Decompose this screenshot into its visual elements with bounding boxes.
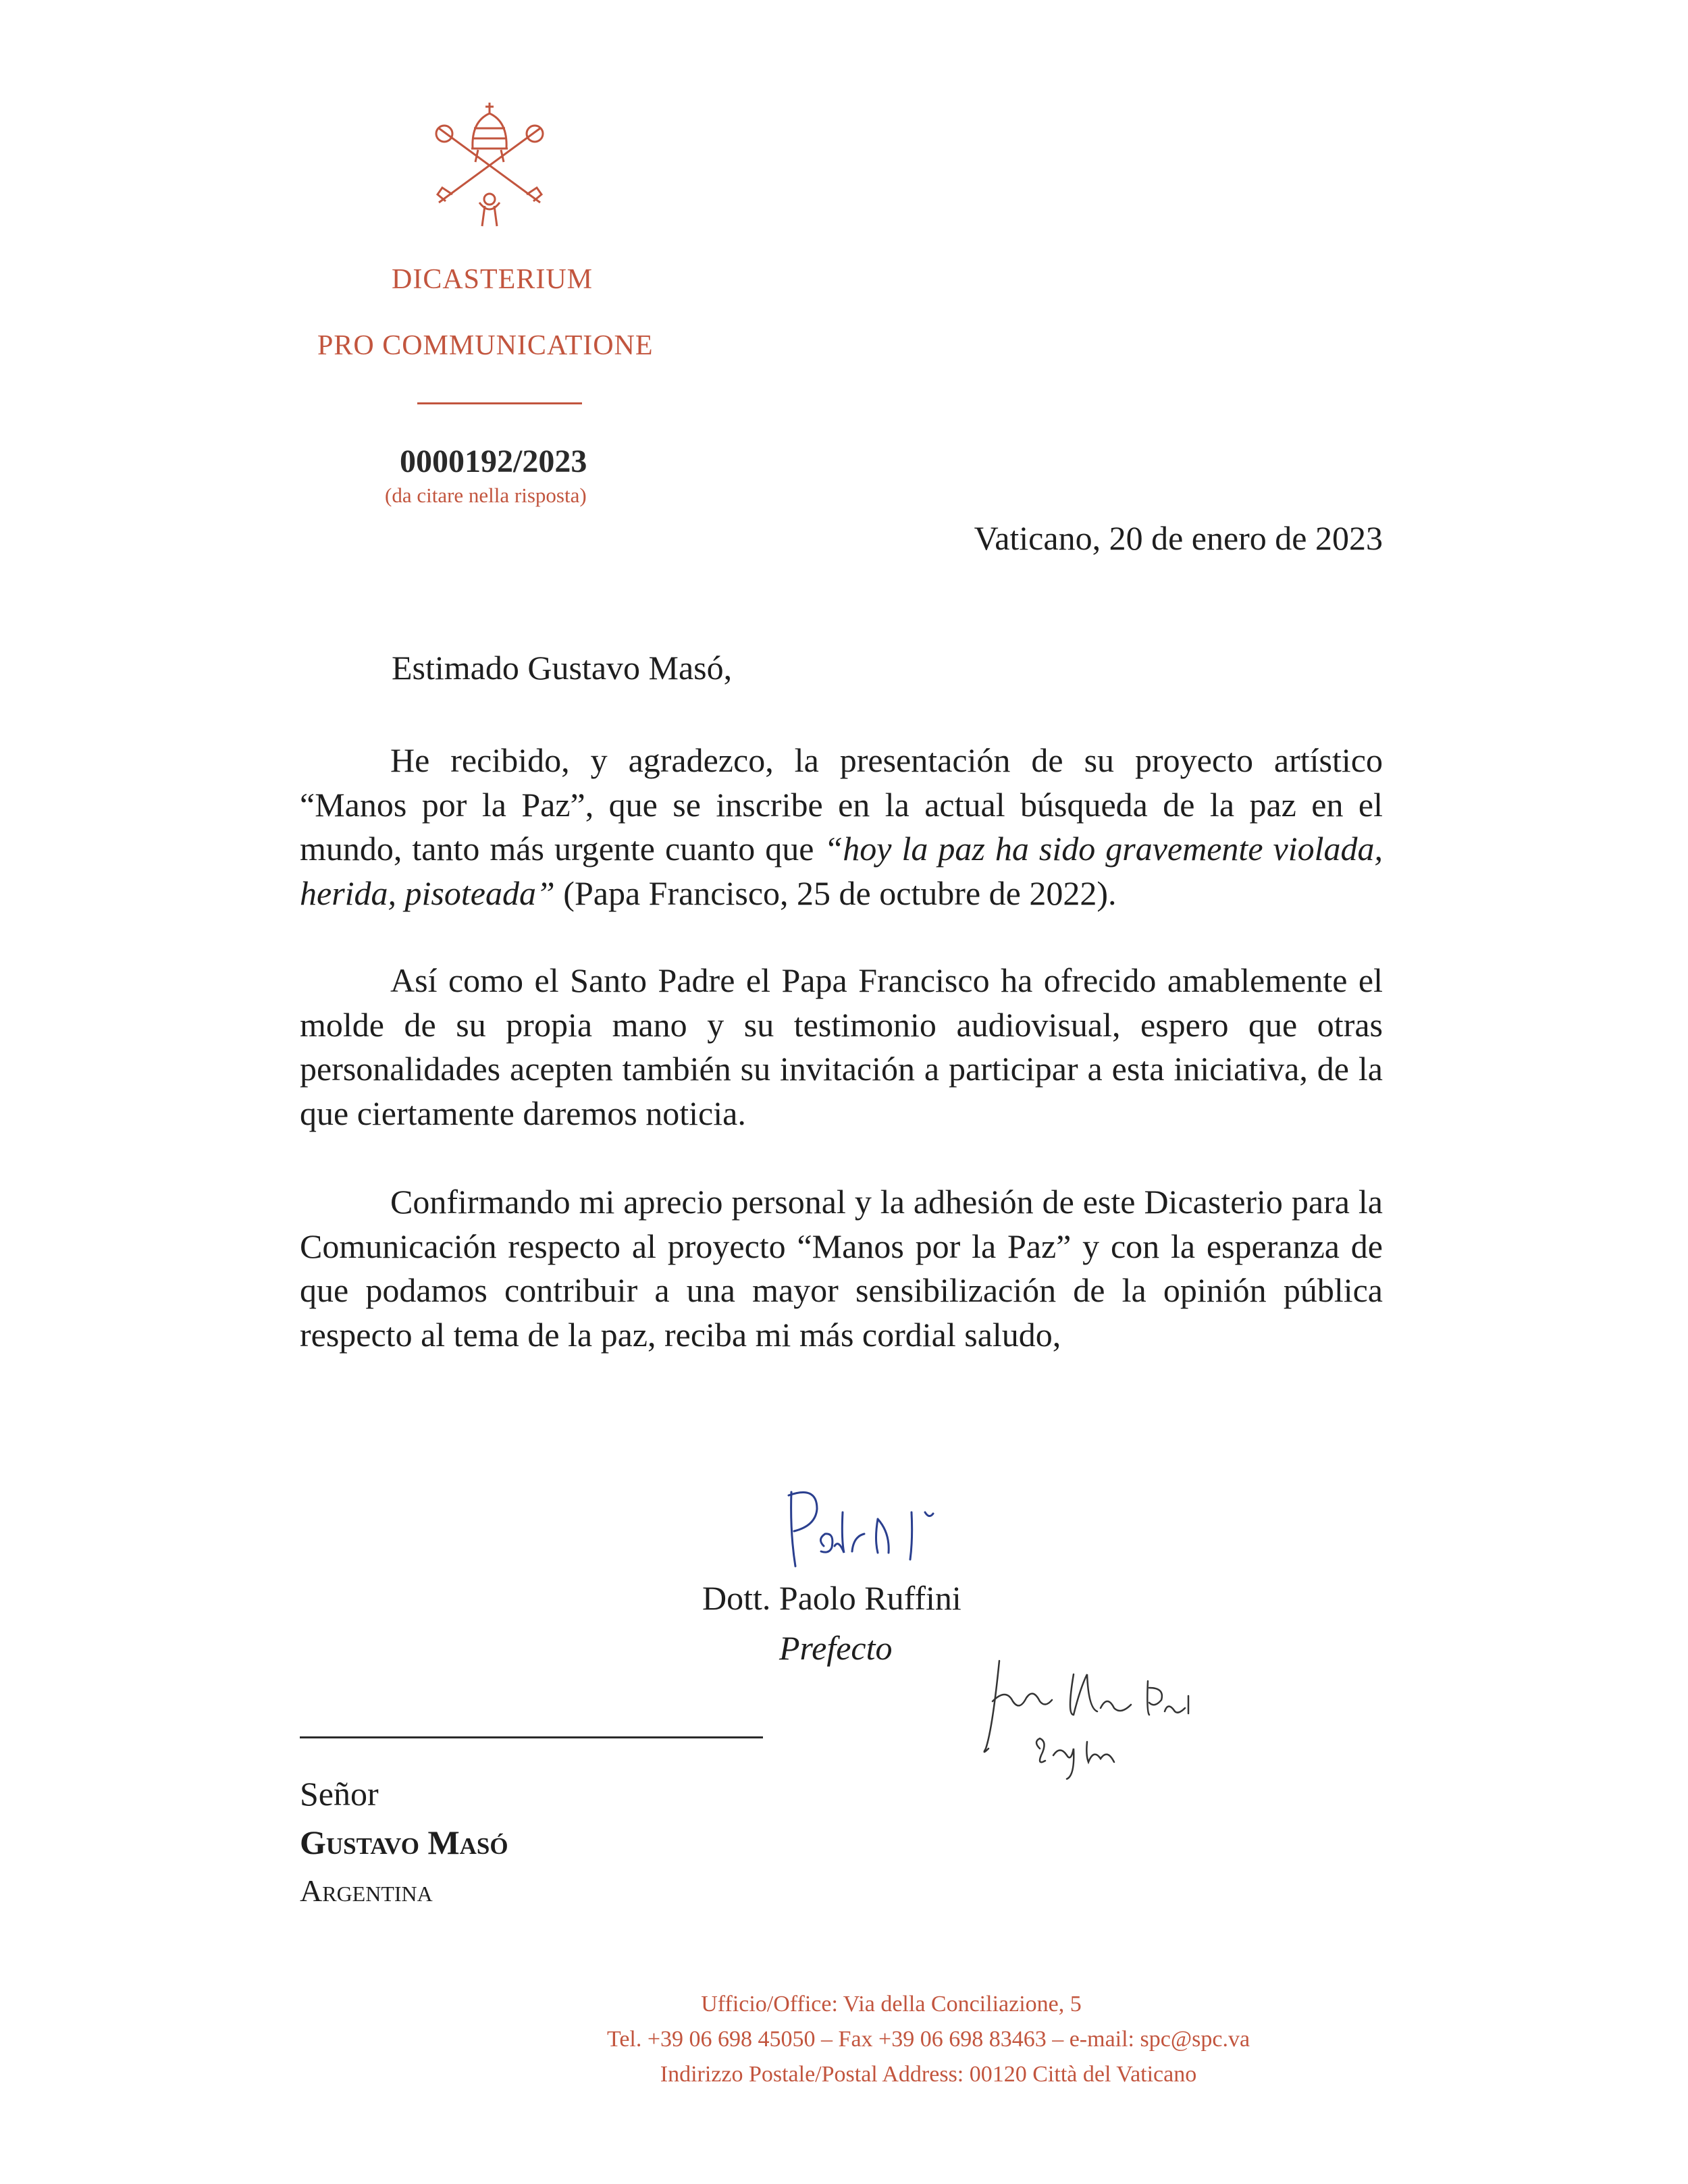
footer-office: Ufficio/Office: Via della Conciliazione, 5 xyxy=(701,1992,1082,2017)
addressee-country: Argentina xyxy=(300,1873,433,1908)
body-paragraph-1 xyxy=(300,739,1383,915)
signatory-name: Dott. Paolo Ruffini xyxy=(702,1579,961,1617)
addressee-name: Gustavo Masó xyxy=(300,1823,508,1861)
footer-postal: Indirizzo Postale/Postal Address: 00120 Città del Vaticano xyxy=(660,2062,1197,2087)
paragraph-1-text-a: He recibido, y agradezco, la presentación de su proyecto artístico “Manos por la Paz”, que se inscribe en la actual búsqueda de la paz en el mundo, tanto más urgente cuanto que xyxy=(300,741,1383,868)
greeting: Estimado Gustavo Masó, xyxy=(392,649,733,687)
addressee-divider xyxy=(300,1736,763,1738)
addressee-salutation: Señor xyxy=(300,1775,379,1813)
signatory-role: Prefecto xyxy=(779,1629,893,1667)
secretary-signature xyxy=(972,1647,1215,1782)
prefect-signature xyxy=(776,1472,979,1587)
footer-contact: Tel. +39 06 698 45050 – Fax +39 06 698 83463 – e-mail: spc@spc.va xyxy=(606,2027,1250,2052)
letterhead-divider xyxy=(417,402,582,404)
pope-quote: “hoy la paz ha sido gravemente violada, herida, pisoteada” xyxy=(300,830,1383,912)
protocol-number: 0000192/2023 xyxy=(400,444,587,479)
protocol-note: (da citare nella risposta) xyxy=(385,483,587,507)
letter-date: Vaticano, 20 de enero de 2023 xyxy=(974,519,1383,557)
org-name-line1: DICASTERIUM xyxy=(392,264,594,295)
body-paragraph-3: Confirmando mi aprecio personal y la adhesión de este Dicasterio para la Comunicación respecto al proyecto “Manos por la Paz” y con la esperanza de que podamos contribuir a una mayor sensibilización de la opinión pública respecto al tema de la paz, reciba mi más cordial saludo, xyxy=(300,1183,1383,1354)
papal-crest-icon xyxy=(425,101,554,230)
org-name-line2: PRO COMMUNICATIONE xyxy=(317,330,654,361)
body-paragraph-2: Así como el Santo Padre el Papa Francisco ha ofrecido amablemente el molde de su propia mano y su testimonio audiovisual, espero que otras personalidades acepten también su invitación a participar a esta iniciativa, de la que ciertamente daremos noticia. xyxy=(300,961,1383,1132)
paragraph-1-text-b: (Papa Francisco, 25 de octubre de 2022). xyxy=(554,874,1117,912)
